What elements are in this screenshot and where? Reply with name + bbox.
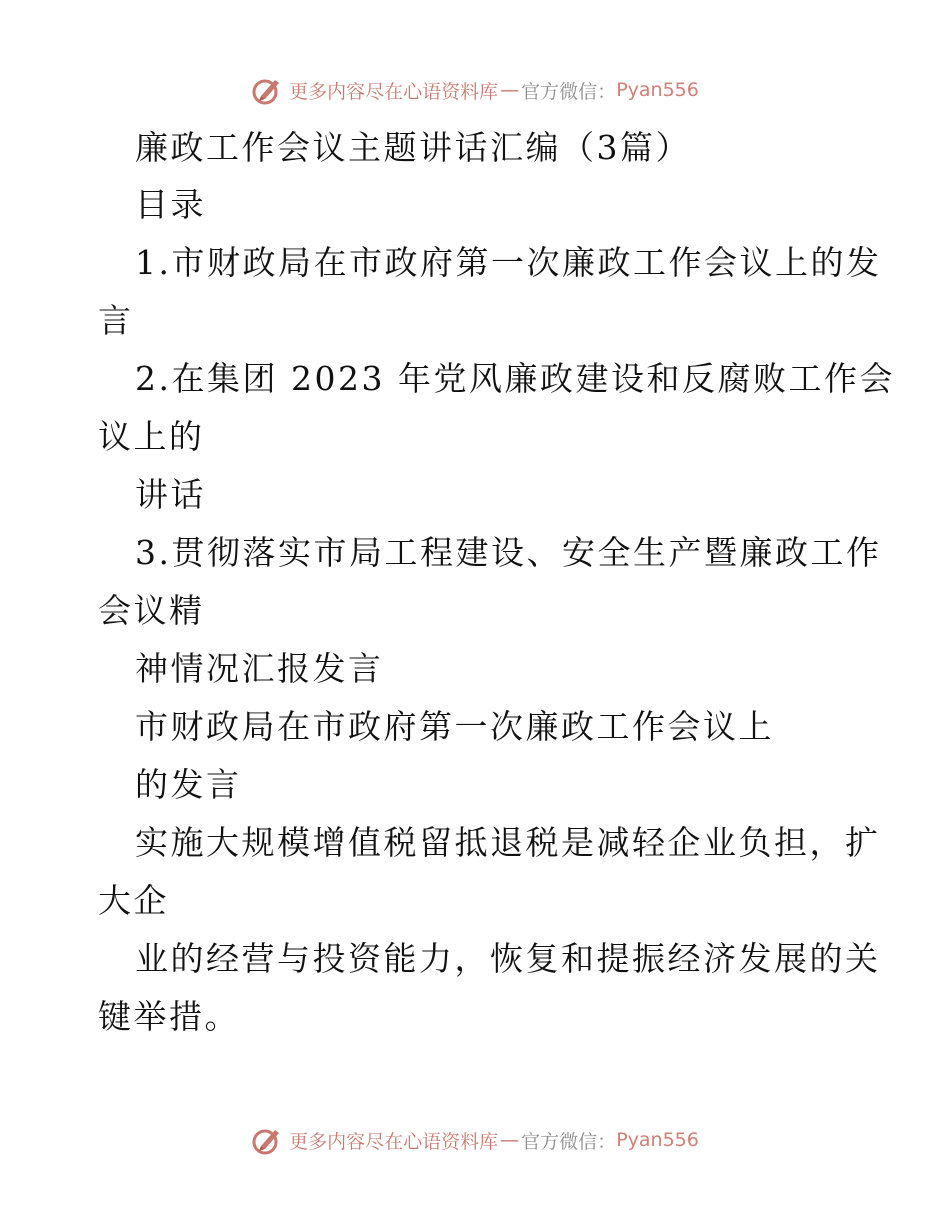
paragraph-2-line-1: 业的经营与投资能力，恢复和提振经济发展的关 [135, 939, 881, 978]
watermark-id: Pyan556 [616, 79, 699, 101]
toc-item-2-line-3: 讲话 [135, 475, 206, 514]
watermark-text: 更多内容尽在心语资料库 [289, 1130, 499, 1153]
toc-item-3-line-1: 3.贯彻落实市局工程建设、安全生产暨廉政工作 [135, 533, 882, 572]
toc-item-1-line-2: 言 [98, 301, 134, 340]
paragraph-1-line-1: 实施大规模增值税留抵退税是减轻企业负担，扩 [135, 823, 881, 862]
toc-item-2-line-2: 议上的 [98, 417, 205, 456]
footer-watermark [0, 1120, 950, 1160]
watermark-label: 官方微信： [521, 1130, 617, 1153]
watermark-separator: — [500, 79, 520, 101]
toc-item-2-line-1: 2.在集团 2023 年党风廉政建设和反腐败工作会 [135, 359, 895, 398]
watermark-separator: — [500, 1129, 520, 1151]
pen-in-circle-logo-icon [251, 1124, 283, 1156]
watermark-id: Pyan556 [616, 1129, 699, 1151]
paragraph-1-line-2: 大企 [98, 881, 169, 920]
toc-heading: 目录 [135, 185, 206, 224]
toc-item-3-line-2: 会议精 [98, 591, 205, 630]
watermark-text: 更多内容尽在心语资料库 [289, 80, 499, 103]
toc-item-1-line-1: 1.市财政局在市政府第一次廉政工作会议上的发 [135, 243, 882, 282]
section-heading-line-2: 的发言 [135, 765, 242, 804]
document-title: 廉政工作会议主题讲话汇编（3篇） [135, 128, 691, 167]
section-heading-line-1: 市财政局在市政府第一次廉政工作会议上 [135, 707, 774, 746]
toc-item-3-line-3: 神情况汇报发言 [135, 649, 384, 688]
paragraph-2-line-2: 键举措。 [98, 997, 240, 1036]
watermark-label: 官方微信： [521, 80, 617, 103]
